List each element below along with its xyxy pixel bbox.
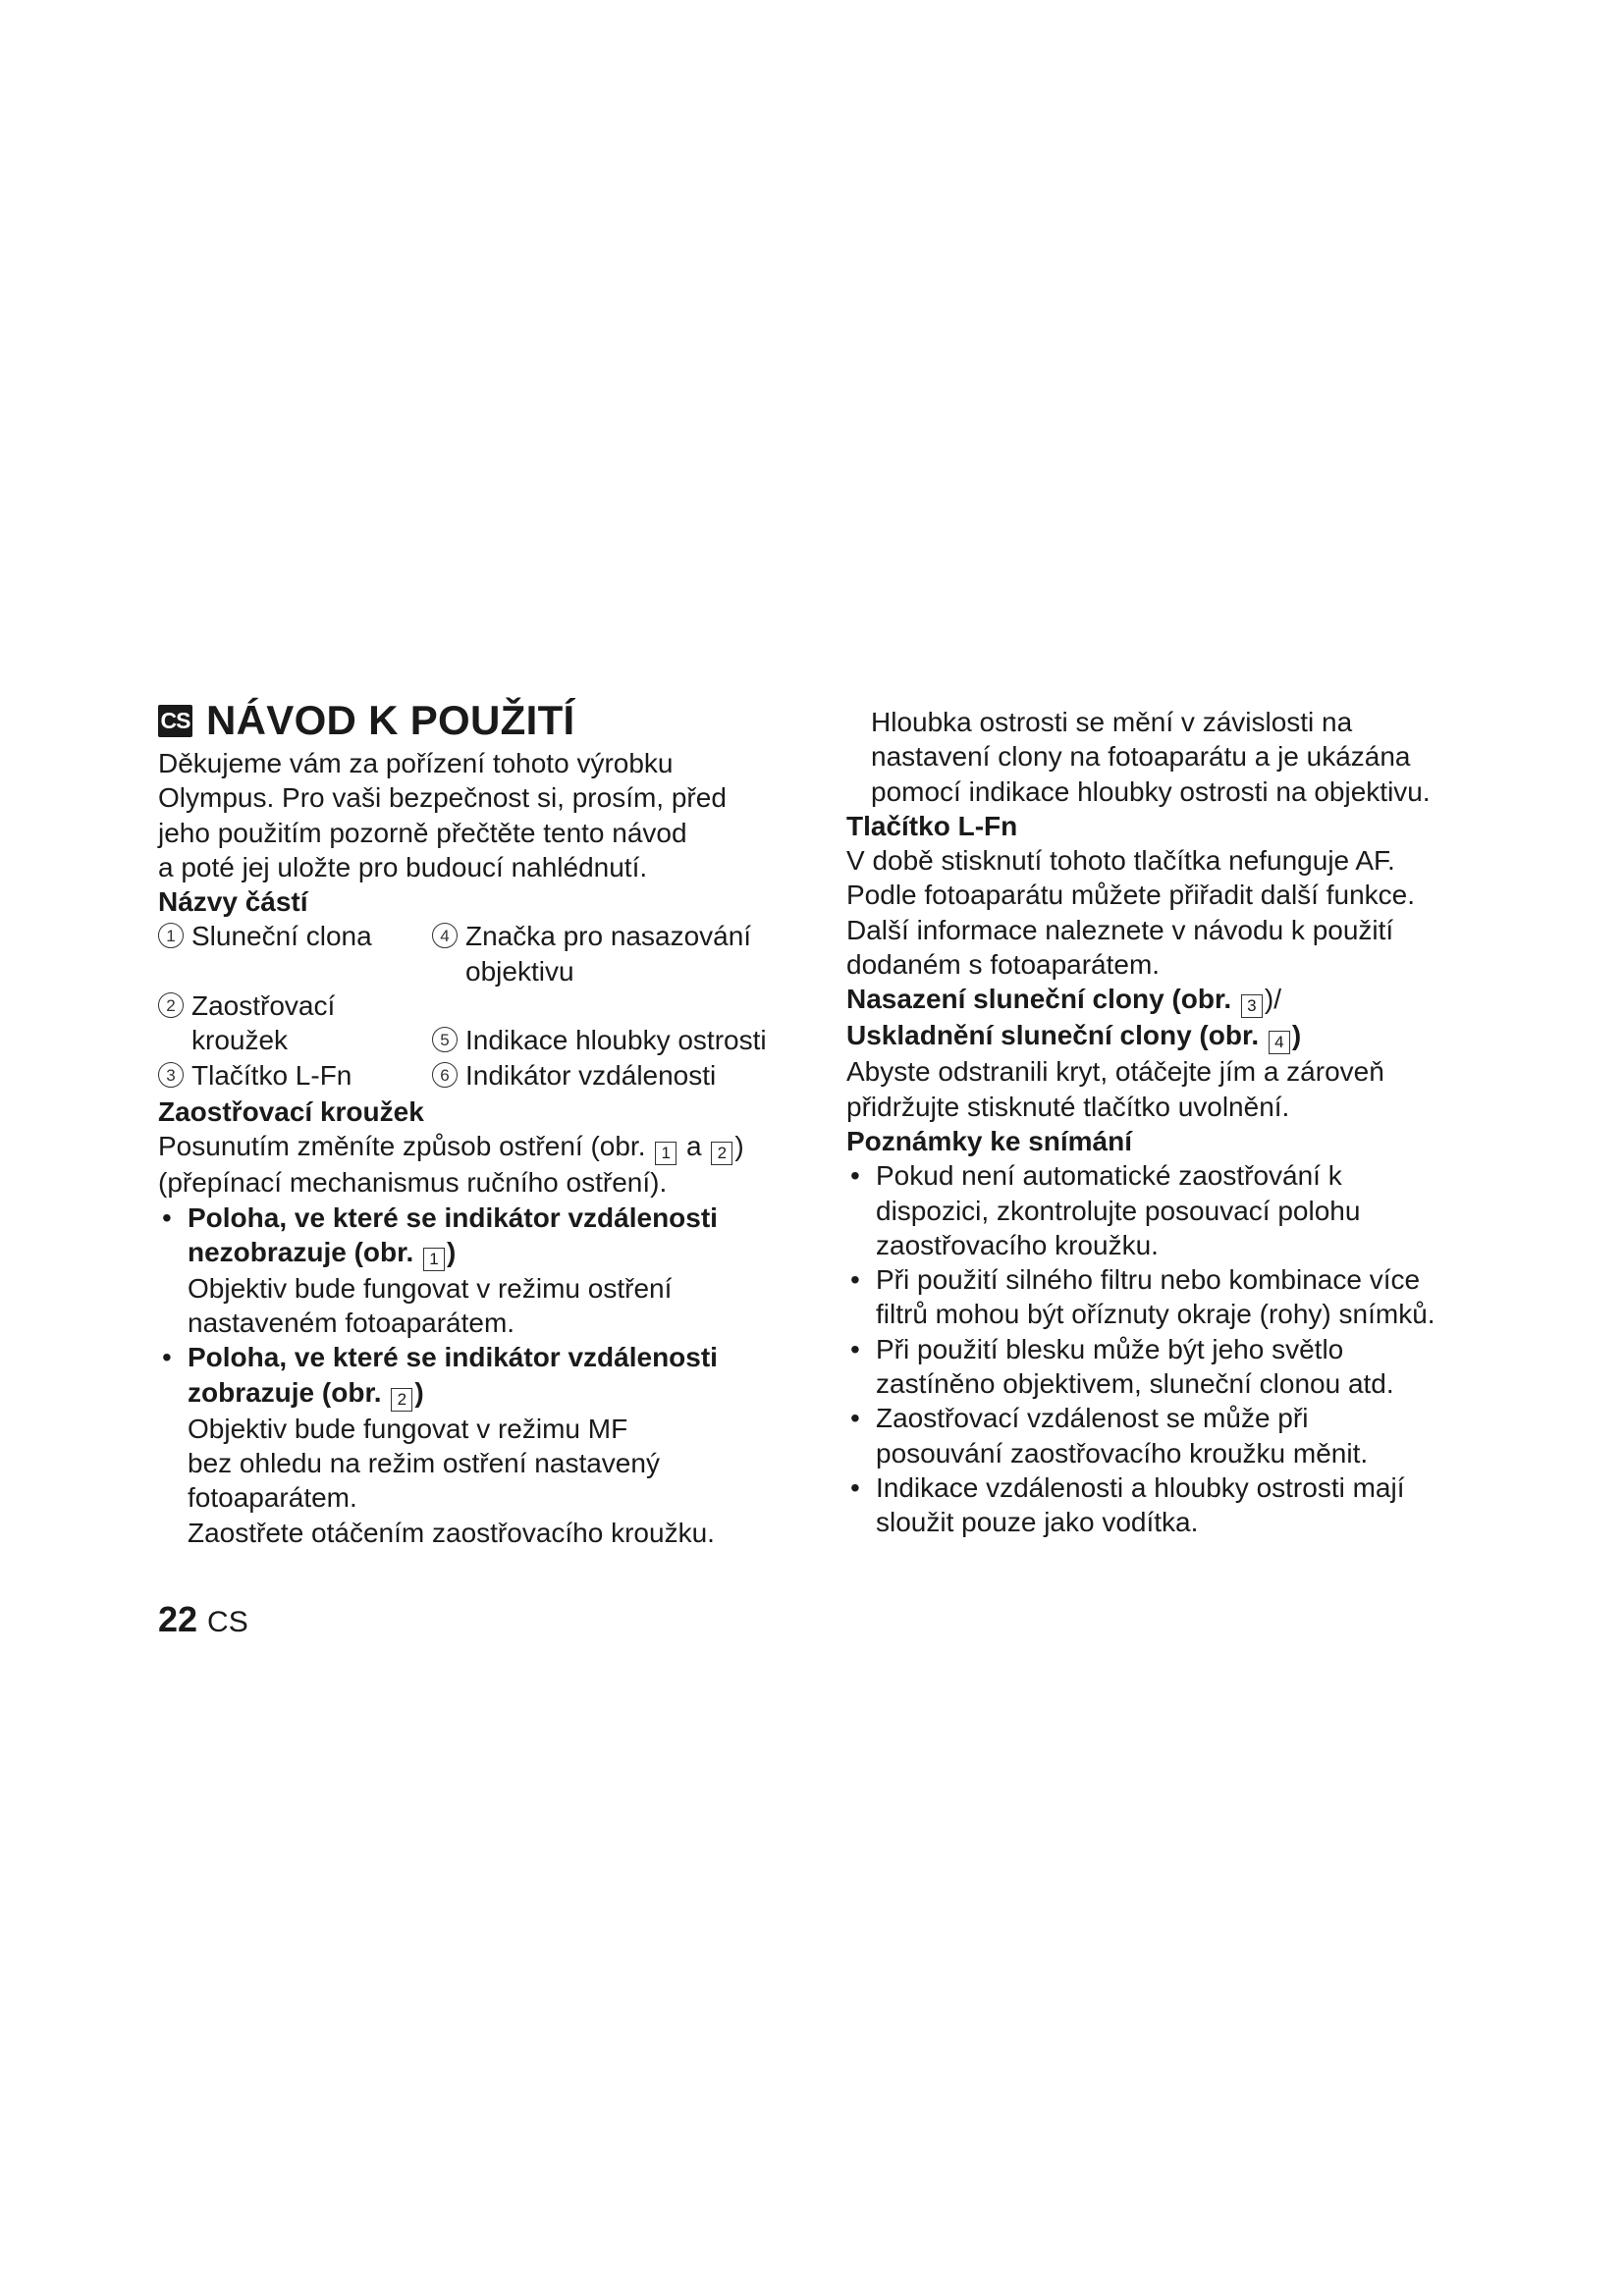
figure-ref: 1 (655, 1142, 677, 1165)
parts-heading: Názvy částí (158, 886, 308, 918)
note-line: • Indikace vzdálenosti a hloubky ostrosti mají (876, 1471, 1405, 1503)
note-line: zaostřovacího kroužku. (876, 1229, 1159, 1260)
bullet-body (158, 1271, 796, 1341)
hood-line: přidržujte stisknuté tlačítko uvolnění. (846, 1091, 1290, 1122)
note-line: zastíněno objektivem, sluneční clonou atd. (876, 1368, 1394, 1400)
notes-heading: Poznámky ke snímání (846, 1125, 1133, 1156)
bullet-title (188, 1375, 796, 1412)
note-item (846, 1332, 1485, 1402)
note-line: • Při použití blesku může být jeho světlo (876, 1333, 1344, 1364)
note-line: posouvání zaostřovacího kroužku měnit. (876, 1437, 1369, 1468)
right-column (846, 705, 1485, 1540)
figure-ref: 2 (711, 1142, 732, 1165)
figure-ref: 1 (423, 1248, 445, 1271)
hood-paragraph (846, 1054, 1485, 1124)
body-line: Objektiv bude fungovat v režimu MF (188, 1413, 628, 1444)
lfn-paragraph (846, 843, 1485, 982)
body-line: bez ohledu na režim ostření nastavený (188, 1448, 660, 1479)
page-number: 22 (158, 1599, 198, 1639)
bullet-title: • Poloha, ve které se indikátor vzdálenosti (188, 1201, 718, 1233)
bullet-title-text: ) (447, 1236, 457, 1267)
bullet-title (188, 1235, 796, 1271)
hood-heading-text: )/ (1264, 984, 1281, 1015)
bullet-title-text: nezobrazuje (obr. (188, 1236, 414, 1267)
hood-line: Abyste odstranili kryt, otáčejte jím a zároveň (846, 1056, 1384, 1088)
body-line: fotoaparátem. (188, 1482, 357, 1514)
hood-heading-text: Uskladnění sluneční clony (obr. (846, 1020, 1260, 1051)
bullet-item (158, 1201, 796, 1271)
lfn-heading: Tlačítko L-Fn (846, 810, 1018, 841)
part-item-4 (432, 919, 796, 988)
intro-paragraph (158, 746, 796, 884)
note-line: dispozici, zkontrolujte posouvací polohu (876, 1195, 1361, 1226)
body-line: nastaveném fotoaparátem. (188, 1308, 515, 1339)
note-line: filtrů mohou být oříznuty okraje (rohy) snímků. (876, 1299, 1435, 1330)
note-item (846, 1158, 1485, 1262)
note-item (846, 1401, 1485, 1470)
notes-list (846, 1158, 1485, 1539)
part-number: 6 (432, 1062, 458, 1088)
lfn-line: Podle fotoaparátu můžete přiřadit další funkce. (846, 880, 1416, 911)
part-item-6 (432, 1058, 796, 1093)
part-number: 3 (158, 1062, 184, 1088)
intro-line: jeho použitím pozorně přečtěte tento návod (158, 817, 687, 848)
depth-line: nastavení clony na fotoaparátu a je ukázána (871, 741, 1411, 773)
part-label: Indikátor vzdálenosti (465, 1059, 717, 1091)
bullet-title-text: zobrazuje (obr. (188, 1376, 382, 1408)
bullet-body (158, 1412, 796, 1550)
part-number: 4 (432, 923, 458, 948)
part-number: 5 (432, 1027, 458, 1052)
body-line: Objektiv bude fungovat v režimu ostření (188, 1272, 673, 1304)
page-title (158, 695, 796, 746)
body-line: Zaostřete otáčením zaostřovacího kroužku. (188, 1517, 715, 1548)
part-label: objektivu (465, 955, 574, 987)
ring-text: ) (734, 1131, 744, 1162)
note-line: • Pokud není automatické zaostřování k (876, 1160, 1342, 1192)
part-label: Značka pro nasazování (465, 921, 752, 952)
part-label: Zaostřovací (191, 990, 336, 1022)
hood-heading (846, 982, 1485, 1054)
hood-heading-text: Nasazení sluneční clony (obr. (846, 984, 1232, 1015)
part-number: 1 (158, 923, 184, 948)
figure-ref: 2 (391, 1388, 412, 1412)
figure-ref: 3 (1241, 994, 1263, 1018)
depth-line: pomocí indikace hloubky ostrosti na objektivu. (871, 775, 1431, 807)
bullet-title: • Poloha, ve které se indikátor vzdálenosti (188, 1342, 718, 1373)
part-label: kroužek (191, 1025, 289, 1056)
note-item (846, 1470, 1485, 1540)
part-label: Sluneční clona (191, 921, 372, 952)
bullet-item (158, 1340, 796, 1411)
depth-paragraph (846, 705, 1485, 809)
parts-list (158, 919, 796, 1092)
page-footer (158, 1598, 248, 1644)
part-item-5 (432, 1023, 796, 1058)
depth-line: Hloubka ostrosti se mění v závislosti na (871, 707, 1353, 737)
ring-text-line (158, 1129, 796, 1165)
part-item-2 (158, 988, 432, 1058)
intro-line: Děkujeme vám za pořízení tohoto výrobku (158, 748, 674, 778)
lfn-line: dodaném s fotoaparátem. (846, 949, 1161, 981)
part-number: 2 (158, 992, 184, 1018)
part-label: Indikace hloubky ostrosti (465, 1025, 767, 1056)
title-text: NÁVOD K POUŽITÍ (206, 697, 575, 743)
part-item-3 (158, 1058, 432, 1093)
lfn-line: Další informace naleznete v návodu k použití (846, 914, 1394, 945)
note-item (846, 1262, 1485, 1332)
bullet-title-text: ) (414, 1376, 424, 1408)
intro-line: Olympus. Pro vaši bezpečnost si, prosím, před (158, 782, 727, 814)
ring-text: a (686, 1131, 702, 1162)
footer-language: CS (207, 1606, 248, 1638)
left-column (158, 695, 796, 1550)
figure-ref: 4 (1269, 1031, 1290, 1054)
note-line: • Při použití silného filtru nebo kombinace více (876, 1264, 1421, 1296)
lfn-line: V době stisknutí tohoto tlačítka nefunguje AF. (846, 845, 1395, 877)
note-line: sloužit pouze jako vodítka. (876, 1507, 1199, 1538)
part-item-1 (158, 919, 432, 988)
ring-text-line: (přepínací mechanismus ručního ostření). (158, 1167, 668, 1199)
language-badge: CS (158, 705, 192, 737)
note-line: • Zaostřovací vzdálenost se může při (876, 1403, 1309, 1434)
ring-text: Posunutím změníte způsob ostření (obr. (158, 1131, 646, 1162)
hood-heading-text: ) (1291, 1020, 1302, 1051)
ring-heading: Zaostřovací kroužek (158, 1095, 424, 1127)
part-label: Tlačítko L-Fn (191, 1059, 352, 1091)
intro-line: a poté jej uložte pro budoucí nahlédnutí. (158, 851, 648, 882)
